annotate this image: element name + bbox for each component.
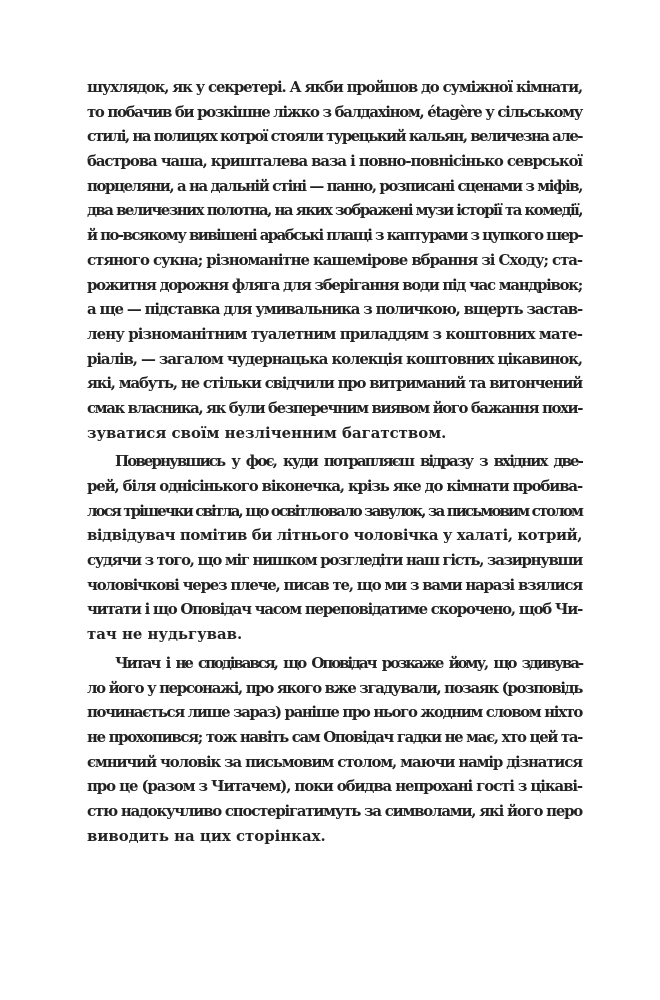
text-line: читати і що Оповідач часом переповідатиме скорочено, щоб Чи- [87, 600, 583, 619]
text-line: відвідувач помітив би літнього чоловічка у халаті, котрий, [87, 526, 582, 545]
text-line: починається лише зараз) раніше про нього жодним словом ніхто [87, 703, 582, 722]
text-line: які, мабуть, не стільки свідчили про витриманий та витончений [87, 374, 582, 393]
paragraph-1 [87, 75, 582, 445]
text-line: зуватися своїм незліченним багатством. [87, 423, 447, 442]
text-line: про це (разом з Читачем), поки обидва непрохані гості з цікаві- [87, 777, 583, 796]
text-line: й по-всякому вивішені арабські плащі з каптурами з цупкого шер- [87, 226, 583, 245]
text-line: рей, біля однісінького віконечка, крізь яке до кімнати пробива- [87, 477, 582, 495]
text-line: рожитня дорожня фляга для зберігання води під час мандрівок; [87, 275, 582, 294]
body-text [87, 75, 582, 848]
text-line: порцеляни, а на дальній стіні — панно, розписані сценами з міфів, [87, 176, 583, 195]
text-line: ріалів, — загалом чудернацька колекція коштовних цікавинок, [87, 349, 582, 368]
text-line: ємничий чоловік за письмовим столом, маючи намір дізнатися [87, 752, 583, 771]
paragraph-3 [87, 651, 582, 849]
text-line: стилі, на полицях котрої стояли турецький кальян, величезна але- [87, 127, 582, 146]
text-line: а ще — підставка для умивальника з поличкою, вщерть застав- [87, 300, 583, 319]
text-line: Читач і не сподівався, що Оповідач розкаже йому, що здивува- [115, 653, 582, 672]
text-line: судячи з того, що міг нишком розгледіти наш гість, зазирнувши [87, 551, 583, 570]
text-line: бастрова чаша, кришталева ваза і повно-повнісінько севрської [87, 152, 582, 171]
text-line: ло його у персонажі, про якого вже згадували, позаяк (розповідь [87, 678, 582, 697]
text-line: то побачив би розкішне ліжко з балдахіном, étagère у сільському [87, 102, 583, 121]
text-line: Повернувшись у фоє, куди потрапляєш відразу з вхідних две- [115, 452, 582, 471]
text-line: два величезних полотна, на яких зображені музи історії та комедії, [87, 201, 582, 220]
text-line: тач не нудьгував. [87, 625, 243, 644]
text-line: не прохопився; тож навіть сам Оповідач гадки не має, хто цей та- [87, 727, 583, 746]
text-line: стю надокучливо спостерігатимуть за символами, які його перо [87, 801, 583, 820]
text-line: смак власника, як були безперечним виявом його бажання похи- [87, 398, 582, 417]
text-line: шухлядок, як у секретері. А якби пройшов до суміжної кімнати, [87, 78, 583, 96]
text-line: стяного сукна; різноманітне кашемірове вбрання зі Сходу; ста- [87, 250, 582, 269]
text-line: лену різноманітним туалетним приладдям з коштовних мате- [87, 324, 582, 343]
paragraph-2 [87, 449, 582, 647]
text-line: чоловічкові через плече, писав те, що ми з вами наразі взялися [87, 575, 582, 594]
text-line: лося трішечки світла, що освітлювало завулок, за письмовим столом [87, 501, 583, 520]
text-line: виводить на цих сторінках. [87, 826, 326, 845]
